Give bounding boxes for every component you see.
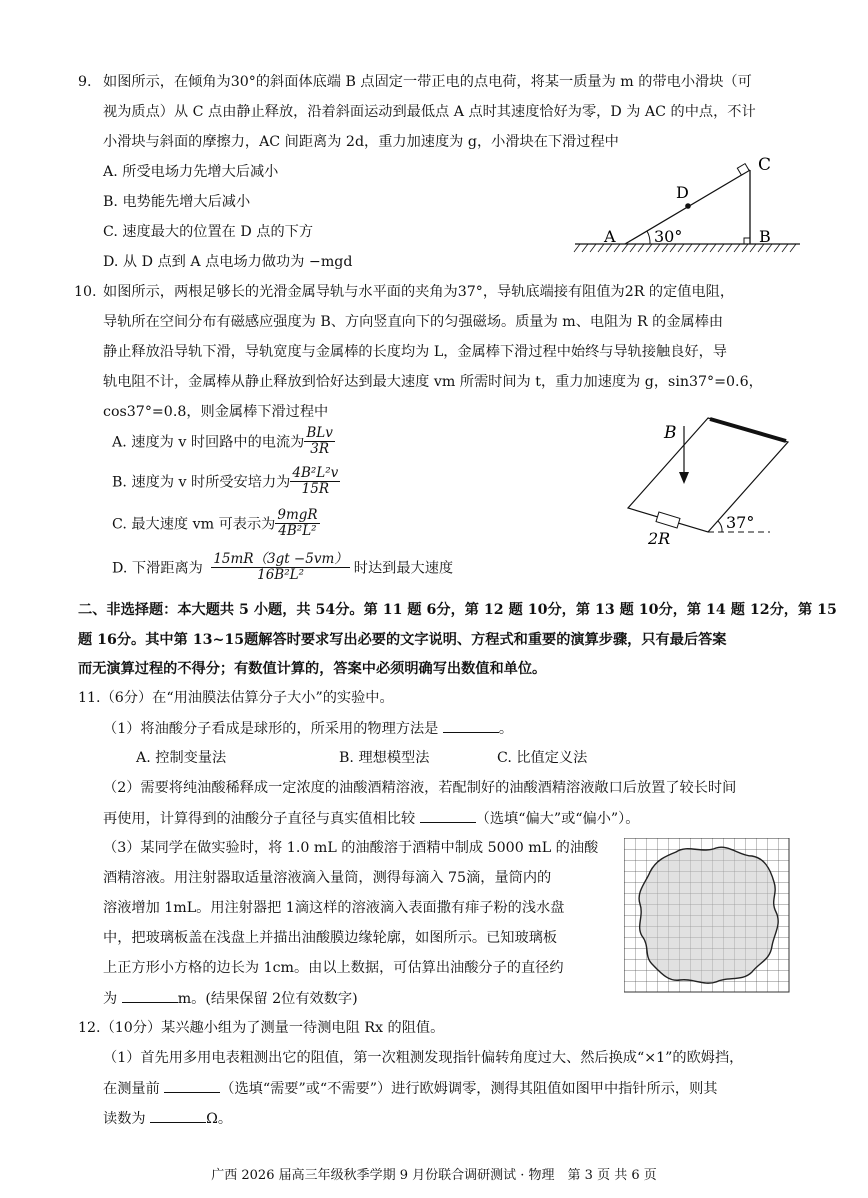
q9-option-a: A. 所受电场力先增大后减小	[103, 164, 279, 180]
q11-part1-option-b: B. 理想模型法	[339, 750, 430, 766]
angle-label: 30°	[654, 227, 683, 246]
q11-part2-line2: 再使用，计算得到的油酸分子直径与真实值相比较 （选填“偏大”或“偏小”）。	[103, 808, 639, 829]
q9-option-c: C. 速度最大的位置在 D 点的下方	[103, 224, 314, 240]
q12-blank-2[interactable]	[150, 1108, 206, 1123]
oil-film-outline	[639, 847, 778, 983]
section2-line3: 而无演算过程的不得分；有数值计算的，答案中必须明确写出数值和单位。	[78, 661, 547, 677]
metal-rod	[710, 419, 786, 441]
q12-heading: 12.（10分）某兴趣小组为了测量一待测电阻 Rx 的阻值。	[78, 1020, 445, 1036]
q9-stem-line1: 如图所示，在倾角为30°的斜面体底端 B 点固定一带正电的点电荷，将某一质量为 m 的带电小滑块（可	[103, 74, 752, 90]
q10-rails-figure	[620, 410, 800, 560]
label-c: C	[758, 155, 772, 175]
oil-film-grid-figure	[624, 838, 792, 998]
q11-part2-line1: （2）需要将纯油酸稀释成一定浓度的油酸酒精溶液，若配制好的油酸酒精溶液敞口后放置了较长时间	[103, 780, 737, 796]
q10-option-a: A. 速度为 v 时回路中的电流为 $\frac{\text{BLv}}{3R}$	[112, 425, 333, 457]
angle-label-37: 37°	[726, 513, 755, 532]
slider-block	[737, 164, 749, 175]
q12-part1-line3: 读数为 Ω。	[103, 1108, 232, 1129]
q9-stem-line2: 视为质点）从 C 点由静止释放，沿着斜面运动到最低点 A 点时其速度恰好为零，D 为 AC 的中点，不计	[103, 104, 756, 120]
point-d	[685, 203, 691, 209]
resistor-2r	[656, 512, 680, 528]
q10-stem-line2: 导轨所在空间分布有磁感应强度为 B、方向竖直向下的匀强磁场。质量为 m、电阻为 R 的金属棒由	[103, 314, 724, 330]
q11-part3-line1: （3）某同学在做实验时，将 1.0 mL 的油酸溶于酒精中制成 5000 mL 的油酸	[103, 840, 599, 856]
q11-part3-line5: 上正方形小方格的边长为 1cm。由以上数据，可估算出油酸分子的直径约	[103, 960, 564, 976]
q9-option-b: B. 电势能先增大后减小	[103, 194, 251, 210]
resistor-label: 2R	[648, 529, 671, 548]
q11-part3-line2: 酒精溶液。用注射器取适量溶液滴入量筒，测得每滴入 75滴，量筒内的	[103, 870, 552, 886]
label-d: D	[676, 183, 689, 202]
label-a: A	[604, 227, 616, 246]
q11-blank-3[interactable]	[122, 988, 178, 1003]
label-b: B	[759, 227, 771, 246]
q11-part1-option-c: C. 比值定义法	[497, 750, 588, 766]
field-label-b: B	[664, 423, 677, 443]
section2-line2: 题 16分。其中第 13~15题解答时要求写出必要的文字说明、方程式和重要的演算步骤，只有最后答案	[78, 632, 727, 648]
q10-stem-line1: 如图所示，两根足够长的光滑金属导轨与水平面的夹角为37°，导轨底端接有阻值为2R 的定值电阻，	[103, 284, 735, 300]
section2-line1: 二、非选择题：本大题共 5 小题，共 54分。第 11 题 6分，第 12 题 10分，第 13 题 10分，第 14 题 12分，第 15	[78, 602, 837, 618]
q9-incline-figure	[570, 150, 810, 260]
q10-stem-line4: 轨电阻不计，金属棒从静止释放到恰好达到最大速度 vm 所需时间为 t，重力加速度为 g，sin37°=0.6，	[103, 374, 763, 390]
q11-part1-option-a: A. 控制变量法	[136, 750, 227, 766]
q12-blank-1[interactable]	[164, 1078, 220, 1093]
q10-option-d: D. 下滑距离为 $\frac{15mR(3gt -5vm)}{\text{16B²L²}}$ 时达到最大速度	[112, 551, 454, 583]
q12-part1-line2: 在测量前 （选填“需要”或“不需要”）进行欧姆调零，测得其阻值如图甲中指针所示，则其	[103, 1078, 717, 1099]
q10-option-c: C. 最大速度 vm 可表示为 $\frac{\text{9mgR}}{\text{4B²L²}}$	[112, 507, 318, 539]
q11-part3-line6: 为 m。(结果保留 2位有效数字)	[103, 988, 358, 1009]
q11-part1: （1）将油酸分子看成是球形的，所采用的物理方法是 。	[103, 718, 513, 739]
q10-stem-line3: 静止释放沿导轨下滑，导轨宽度与金属棒的长度均为 L，金属棒下滑过程中始终与导轨接触良好，导	[103, 344, 727, 360]
q12-part1-line1: （1）首先用多用电表粗测出它的阻值，第一次粗测发现指针偏转角度过大、然后换成“×1”的欧姆挡，	[103, 1050, 744, 1066]
q11-blank-2[interactable]	[420, 808, 476, 823]
q11-blank-1[interactable]	[443, 718, 499, 733]
page-footer: 广西 2026 届高三年级秋季学期 9 月份联合调研测试 · 物理 第 3 页 共 6 页	[211, 1168, 657, 1183]
q10-option-b: B. 速度为 v 时所受安培力为 $\frac{\text{4B²L²v}}{15R}$	[112, 465, 339, 497]
q11-part3-line4: 中，把玻璃板盖在浅盘上并描出油酸膜边缘轮廓，如图所示。已知玻璃板	[103, 930, 558, 946]
charge-b-box	[744, 238, 750, 244]
q11-part3-line3: 溶液增加 1mL。用注射器把 1滴这样的溶液滴入表面撒有痱子粉的浅水盘	[103, 900, 565, 916]
q10-number: 10.	[74, 284, 97, 300]
q9-option-d: D. 从 D 点到 A 点电场力做功为 −mgd	[103, 254, 353, 270]
q10-stem-line5: cos37°=0.8，则金属棒下滑过程中	[103, 404, 329, 420]
q11-heading: 11.（6分）在“用油膜法估算分子大小”的实验中。	[78, 690, 394, 706]
q9-number: 9.	[78, 74, 92, 90]
q9-stem-line3: 小滑块与斜面的摩擦力，AC 间距离为 2d，重力加速度为 g，小滑块在下滑过程中	[103, 134, 619, 150]
